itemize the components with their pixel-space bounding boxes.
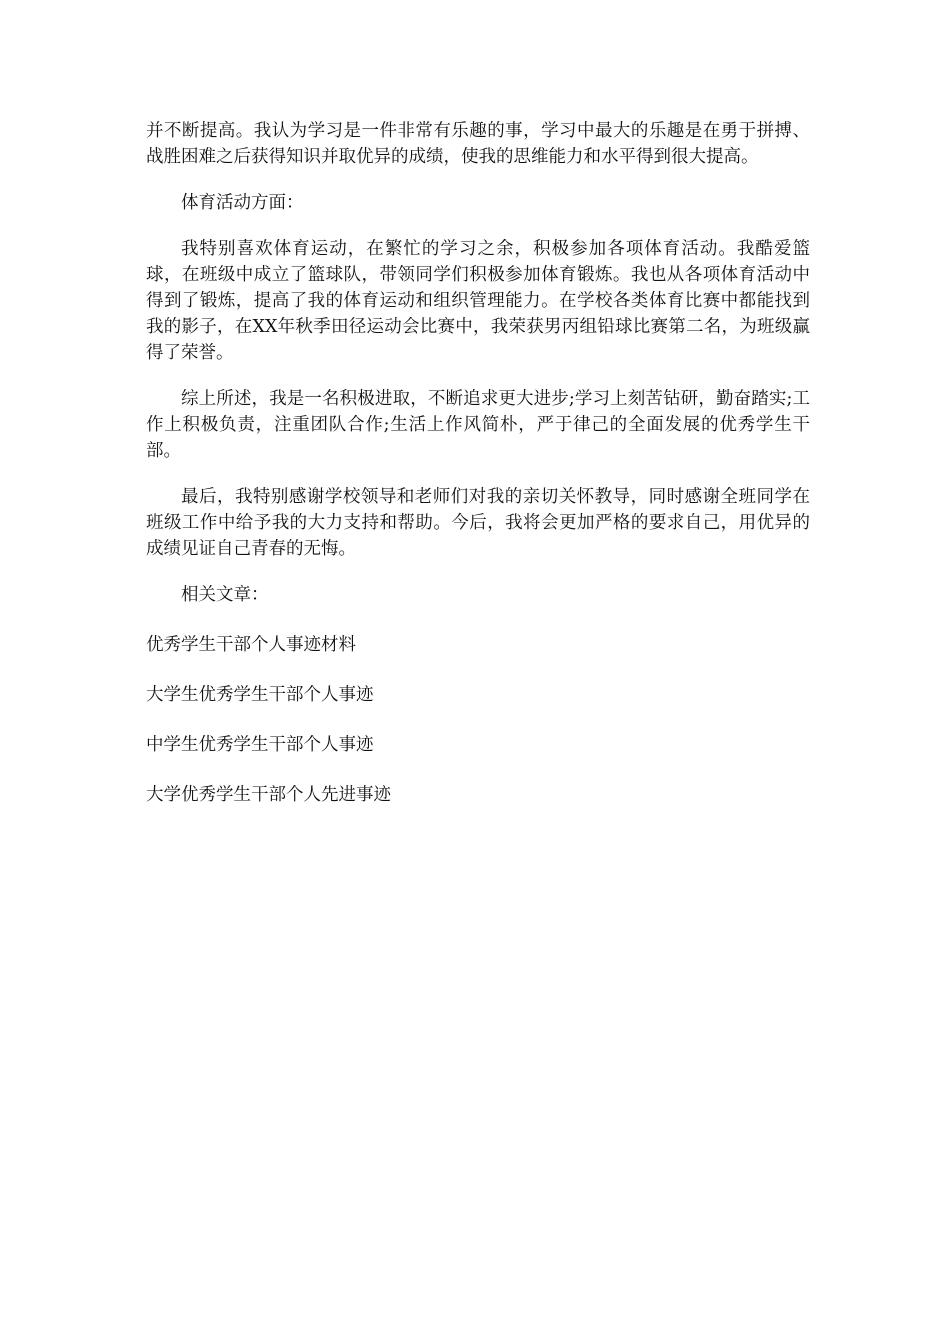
related-article-link[interactable]: 大学优秀学生干部个人先进事迹 xyxy=(146,785,391,805)
paragraph-sports: 我特别喜欢体育运动，在繁忙的学习之余，积极参加各项体育活动。我酷爱篮球，在班级中成立了篮球队，带领同学们积极参加体育锻炼。我也从各项体育活动中得到了锻炼，提高了我的体育运动和组织管理能力。在学校各类体育比赛中都能找到我的影子，在XX年秋季田径运动会比赛中，我荣获男丙组铅球比赛第二名，为班级赢得了荣誉。 xyxy=(146,239,810,363)
related-article-link[interactable]: 优秀学生干部个人事迹材料 xyxy=(146,635,356,655)
related-article-link[interactable]: 中学生优秀学生干部个人事迹 xyxy=(146,735,374,755)
paragraph-study-continued: 并不断提高。我认为学习是一件非常有乐趣的事，学习中最大的乐趣是在勇于拼搏、战胜困难之后获得知识并取优异的成绩，使我的思维能力和水平得到很大提高。 xyxy=(146,121,810,167)
paragraph-thanks: 最后，我特别感谢学校领导和老师们对我的亲切关怀教导，同时感谢全班同学在班级工作中给予我的大力支持和帮助。今后，我将会更加严格的要求自己，用优异的成绩见证自己青春的无悔。 xyxy=(146,487,810,559)
document-page xyxy=(146,118,810,832)
related-articles-list xyxy=(146,632,810,808)
related-articles-heading: 相关文章： xyxy=(181,585,269,605)
paragraph-summary: 综上所述，我是一名积极进取，不断追求更大进步;学习上刻苦钻研，勤奋踏实;工作上积极负责，注重团队合作;生活上作风简朴，严于律己的全面发展的优秀学生干部。 xyxy=(146,389,810,461)
section-heading-sports: 体育活动方面： xyxy=(181,193,304,213)
related-article-link[interactable]: 大学生优秀学生干部个人事迹 xyxy=(146,685,374,705)
